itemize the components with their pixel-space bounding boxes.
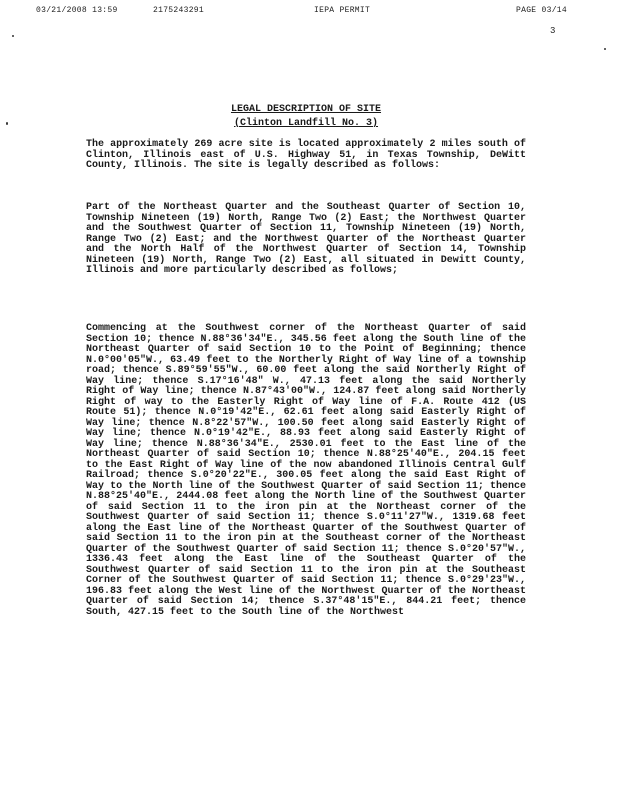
fax-agency: IEPA PERMIT [314,6,371,15]
fax-phone-number: 2175243291 [153,6,205,15]
title-line-1: LEGAL DESCRIPTION OF SITE [230,104,382,115]
fax-datetime: 03/21/2008 13:59 [36,6,118,15]
scan-speck [12,35,14,37]
parcel-description-paragraph: Part of the Northeast Quarter and the Southeast Quarter of Section 10, Township Nineteen (19) North, Range Two (2) East; the Northwest Quarter and the Southwest Quarter of Section 11, Township Nineteen (19) North, Range Two (2) East; and the Northwest Quarter of the Northeast Quarter and the North Half of the Northwest Quarter of Section 14, Township Nineteen (19) North, Range Two (2) East, all situated in Dewitt County, Illinois and more particularly described as follows; [86,202,526,276]
fax-page-counter: PAGE 03/14 [516,6,568,15]
scan-speck [604,48,606,50]
title-line-2: (Clinton Landfill No. 3) [233,118,379,129]
handwritten-page-number: 3 [550,26,556,36]
metes-and-bounds-paragraph: Commencing at the Southwest corner of the Northeast Quarter of said Section 10; thence N.88°36'34"E., 345.56 feet along the South line of the Northeast Quarter of said Section 10 to the Point of Beginning; thence N.0°00'05"W., 63.49 feet to the Northerly Right of Way line of a township road; thence S.89°59'55"W., 60.00 feet along the said Northerly Right of Way line; thence S.17°16'48" W., 47.13 feet along the said Northerly Right of Way line; thence N.87°43'00"W., 124.87 feet along said Northerly Right of way to the Easterly Right of Way line of F.A. Route 412 (US Route 51); thence N.0°19'42"E., 62.61 feet along said Easterly Right of Way line; thence N.8°22'57"W., 100.50 feet along said Easterly Right of Way line; thence N.0°19'42"E., 88.93 feet along said Easterly Right of Way line; thence N.88°36'34"E., 2530.01 feet to the East line of the Northeast Quarter of said Section 10; thence N.88°25'40"E., 204.15 feet to the East Right of Way line of the now abandoned Illinois Central Gulf Railroad; thence S.0°20'22"E., 300.05 feet along the said East Right of Way to the North line of the Southwest Quarter of said Section 11; thence N.88°25'40"E., 2444.08 feet along the North line of the Southwest Quarter of said Section 11 to the iron pin at the Northeast corner of the Southwest Quarter of said Section 11; thence S.0°11'27"W., 1319.68 feet along the East line of the Northeast Quarter of the Southwest Quarter of said Section 11 to the iron pin at the Southeast corner of the Northeast Quarter of the Southwest Quarter of said Section 11; thence S.0°20'57"W., 1336.43 feet along the East line of the Southeast Quarter of the Southwest Quarter of said Section 11 to the iron pin at the Southeast Corner of the Southwest Quarter of said Section 11; thence S.0°29'23"W., 196.83 feet along the West line of the Northwest Quarter of the Northeast Quarter of said Section 14; thence S.37°48'15"E., 844.21 feet; thence South, 427.15 feet to the South line of the Northwest [86,323,526,618]
intro-paragraph: The approximately 269 acre site is located approximately 2 miles south of Clinton, Illinois east of U.S. Highway 51, in Texas Township, DeWitt County, Illinois. The site is legally described as follows: [86,139,526,171]
fax-header [0,6,618,20]
document-title [86,103,526,131]
scan-speck [6,122,8,125]
